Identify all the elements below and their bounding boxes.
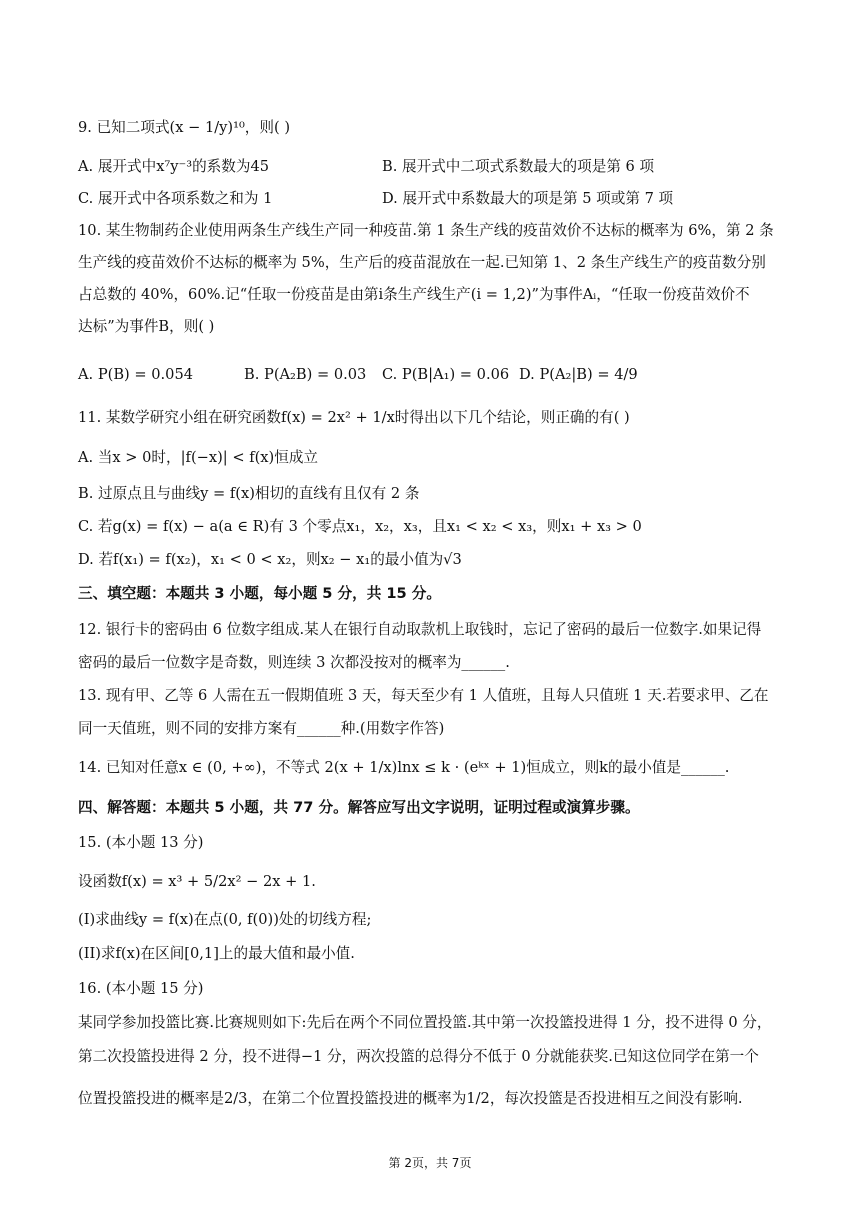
question-13-line-2: 同一天值班，则不同的安排方案有______种.(用数字作答) xyxy=(78,720,445,737)
question-10-option-d: D. P(A₂|B) = 4/9 xyxy=(519,366,638,383)
question-15-heading: 15. (本小题 13 分) xyxy=(78,834,204,851)
question-11-option-b: B. 过原点且与曲线y = f(x)相切的直线有且仅有 2 条 xyxy=(78,485,420,502)
page-footer: 第 2页，共 7页 xyxy=(388,1156,472,1170)
question-16-line-3: 位置投篮投进的概率是2/3，在第二个位置投篮投进的概率为1/2，每次投篮是否投进相互之间没有影响. xyxy=(78,1090,743,1107)
question-15-part-1: (I)求曲线y = f(x)在点(0, f(0))处的切线方程; xyxy=(78,911,372,928)
question-10-line-2: 生产线的疫苗效价不达标的概率为 5%，生产后的疫苗混放在一起.已知第 1、2 条生产线生产的疫苗数分别 xyxy=(78,254,766,271)
question-11-option-a: A. 当x > 0时，|f(−x)| < f(x)恒成立 xyxy=(78,449,319,466)
question-13-line-1: 13. 现有甲、乙等 6 人需在五一假期值班 3 天，每天至少有 1 人值班，且每人只值班 1 天.若要求甲、乙在 xyxy=(78,687,769,704)
question-12-line-1: 12. 银行卡的密码由 6 位数字组成.某人在银行自动取款机上取钱时，忘记了密码的最后一位数字.如果记得 xyxy=(78,621,762,638)
question-9-option-c: C. 展开式中各项系数之和为 1 xyxy=(78,190,273,207)
question-16-line-1: 某同学参加投篮比赛.比赛规则如下:先后在两个不同位置投篮.其中第一次投篮投进得 1 分，投不进得 0 分， xyxy=(78,1014,772,1031)
question-14-line-1: 14. 已知对任意x ∈ (0, +∞)，不等式 2(x + 1/x)lnx ≤ k · (eᵏˣ + 1)恒成立，则k的最小值是______. xyxy=(78,759,730,776)
question-10-option-b: B. P(A₂B) = 0.03 xyxy=(244,366,367,383)
question-10-line-1: 10. 某生物制药企业使用两条生产线生产同一种疫苗.第 1 条生产线的疫苗效价不达标的概率为 6%，第 2 条 xyxy=(78,222,774,239)
question-10-line-4: 达标”为事件B，则( ) xyxy=(78,318,215,335)
question-10-option-a: A. P(B) = 0.054 xyxy=(78,366,194,383)
section-3-heading: 三、填空题：本题共 3 小题，每小题 5 分，共 15 分。 xyxy=(78,585,441,602)
question-15-line-1: 设函数f(x) = x³ + 5/2x² − 2x + 1. xyxy=(78,873,316,890)
question-9-option-a: A. 展开式中x⁷y⁻³的系数为45 xyxy=(78,158,270,175)
question-16-line-2: 第二次投篮投进得 2 分，投不进得−1 分，两次投篮的总得分不低于 0 分就能获奖.已知这位同学在第一个 xyxy=(78,1048,759,1065)
question-10-option-c: C. P(B|A₁) = 0.06 xyxy=(382,366,510,383)
question-10-line-3: 占总数的 40%，60%.记“任取一份疫苗是由第i条生产线生产(i = 1,2)”为事件Aᵢ，“任取一份疫苗效价不 xyxy=(78,286,750,303)
question-11-option-c: C. 若g(x) = f(x) − a(a ∈ R)有 3 个零点x₁，x₂，x₃，且x₁ < x₂ < x₃，则x₁ + x₃ > 0 xyxy=(78,518,642,535)
question-11-option-d: D. 若f(x₁) = f(x₂)，x₁ < 0 < x₂，则x₂ − x₁的最小值为√3 xyxy=(78,551,462,568)
question-15-part-2: (II)求f(x)在区间[0,1]上的最大值和最小值. xyxy=(78,945,355,962)
section-4-heading: 四、解答题：本题共 5 小题，共 77 分。解答应写出文字说明，证明过程或演算步骤。 xyxy=(78,799,640,816)
question-9-option-d: D. 展开式中系数最大的项是第 5 项或第 7 项 xyxy=(382,190,674,207)
question-16-heading: 16. (本小题 15 分) xyxy=(78,980,204,997)
question-12-line-2: 密码的最后一位数字是奇数，则连续 3 次都没按对的概率为______. xyxy=(78,654,510,671)
question-9-stem: 9. 已知二项式(x − 1/y)¹⁰，则( ) xyxy=(78,119,291,136)
question-11-stem: 11. 某数学研究小组在研究函数f(x) = 2x² + 1/x时得出以下几个结论，则正确的有( ) xyxy=(78,409,630,426)
question-9-option-b: B. 展开式中二项式系数最大的项是第 6 项 xyxy=(382,158,655,175)
